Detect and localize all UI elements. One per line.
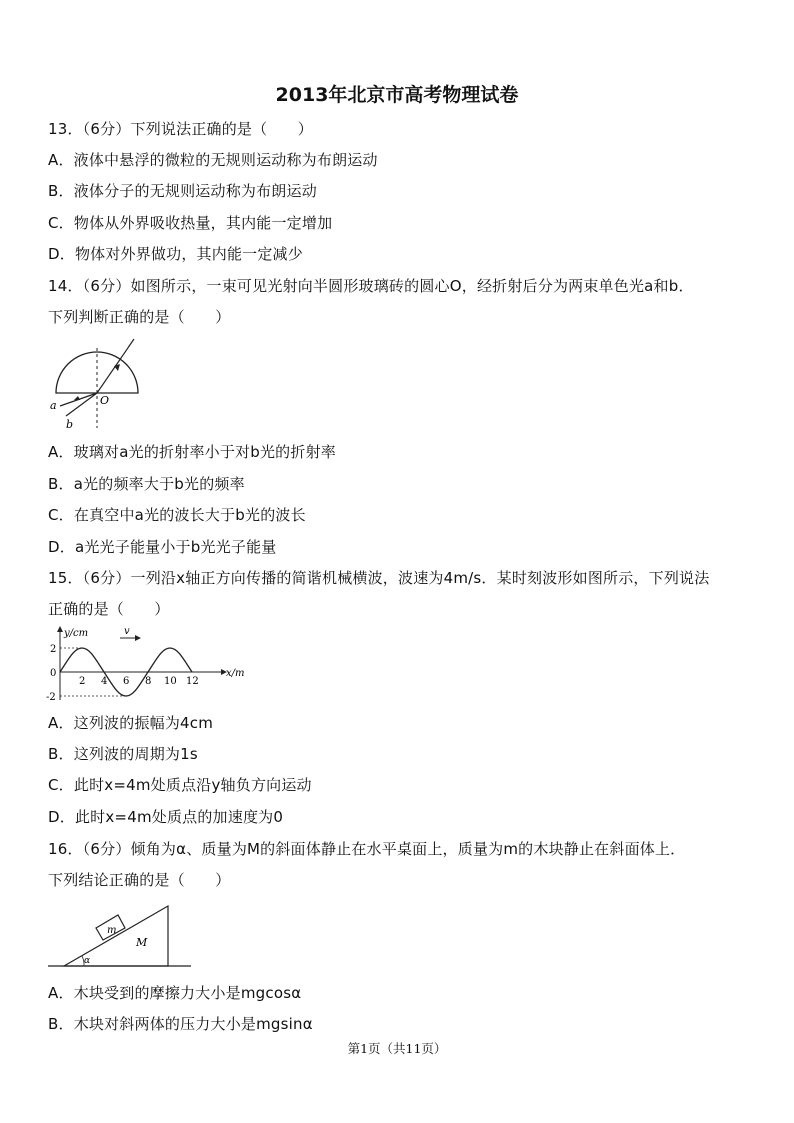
- q16-incline-figure: [48, 900, 193, 972]
- y-tick-2: 2: [50, 644, 57, 655]
- q13-option-d: D．物体对外界做功，其内能一定减少: [48, 245, 303, 263]
- q13-stem: 13．（6分）下列说法正确的是（ ）: [48, 120, 313, 138]
- q13-option-a: A．液体中悬浮的微粒的无规则运动称为布朗运动: [48, 151, 378, 169]
- q14-option-a: A．玻璃对a光的折射率小于对b光的折射率: [48, 443, 336, 461]
- label-b: b: [66, 418, 74, 431]
- q15-option-a: A．这列波的振幅为4cm: [48, 714, 214, 732]
- x-tick-10: 10: [164, 676, 177, 687]
- label-m: m: [107, 925, 117, 936]
- q15-stem-line1: 15．（6分）一列沿x轴正方向传播的简谐机械横波，波速为4m/s．某时刻波形如图所示，下列说法: [48, 569, 710, 587]
- q14-figure-glass-brick: [48, 336, 158, 431]
- velocity-label: v: [124, 626, 130, 637]
- q14-stem-line1: 14．（6分）如图所示，一束可见光射向半圆形玻璃砖的圆心O，经折射后分为两束单色光a和b．: [48, 277, 694, 295]
- label-a: a: [50, 399, 57, 412]
- x-tick-2: 2: [79, 676, 86, 687]
- q13-option-c: C．物体从外界吸收热量，其内能一定增加: [48, 214, 333, 232]
- q14-option-c: C．在真空中a光的波长大于b光的波长: [48, 506, 306, 524]
- q15-wave-figure: [44, 624, 249, 704]
- y-axis-arrow: [57, 626, 63, 632]
- q16-option-a: A．木块受到的摩擦力大小是mgcosα: [48, 984, 302, 1002]
- y-tick-neg2: -2: [46, 692, 56, 703]
- q14-option-d: D．a光光子能量小于b光光子能量: [48, 538, 277, 556]
- x-tick-12: 12: [186, 676, 199, 687]
- q15-option-d: D．此时x=4m处质点的加速度为0: [48, 808, 284, 826]
- label-M: M: [136, 936, 148, 949]
- q15-stem-line2: 正确的是（ ）: [48, 600, 170, 618]
- q16-option-b: B．木块对斜两体的压力大小是mgsinα: [48, 1015, 313, 1033]
- page-title: 2013年北京市高考物理试卷: [275, 84, 519, 106]
- y-axis-label: y/cm: [64, 628, 89, 639]
- q16-stem-line2: 下列结论正确的是（ ）: [48, 871, 231, 889]
- page-footer: 第1页（共11页）: [347, 1041, 447, 1056]
- label-o: O: [100, 394, 110, 407]
- label-alpha: α: [84, 956, 91, 966]
- x-tick-8: 8: [145, 676, 152, 687]
- q14-option-b: B．a光的频率大于b光的频率: [48, 475, 245, 493]
- ray-b: [66, 393, 97, 416]
- y-tick-0: 0: [50, 668, 57, 679]
- q13-option-b: B．液体分子的无规则运动称为布朗运动: [48, 182, 317, 200]
- velocity-arrowhead: [135, 635, 141, 641]
- wedge-M: [64, 906, 168, 966]
- q15-option-b: B．这列波的周期为1s: [48, 745, 198, 763]
- q15-option-c: C．此时x=4m处质点沿y轴负方向运动: [48, 776, 312, 794]
- x-axis-label: x/m: [226, 668, 245, 679]
- x-tick-6: 6: [123, 676, 130, 687]
- q14-stem-line2: 下列判断正确的是（ ）: [48, 308, 231, 326]
- q16-stem-line1: 16．（6分）倾角为α、质量为M的斜面体静止在水平桌面上，质量为m的木块静止在斜面体上．: [48, 840, 686, 858]
- ray-a-arrow: [74, 396, 80, 400]
- x-tick-4: 4: [101, 676, 108, 687]
